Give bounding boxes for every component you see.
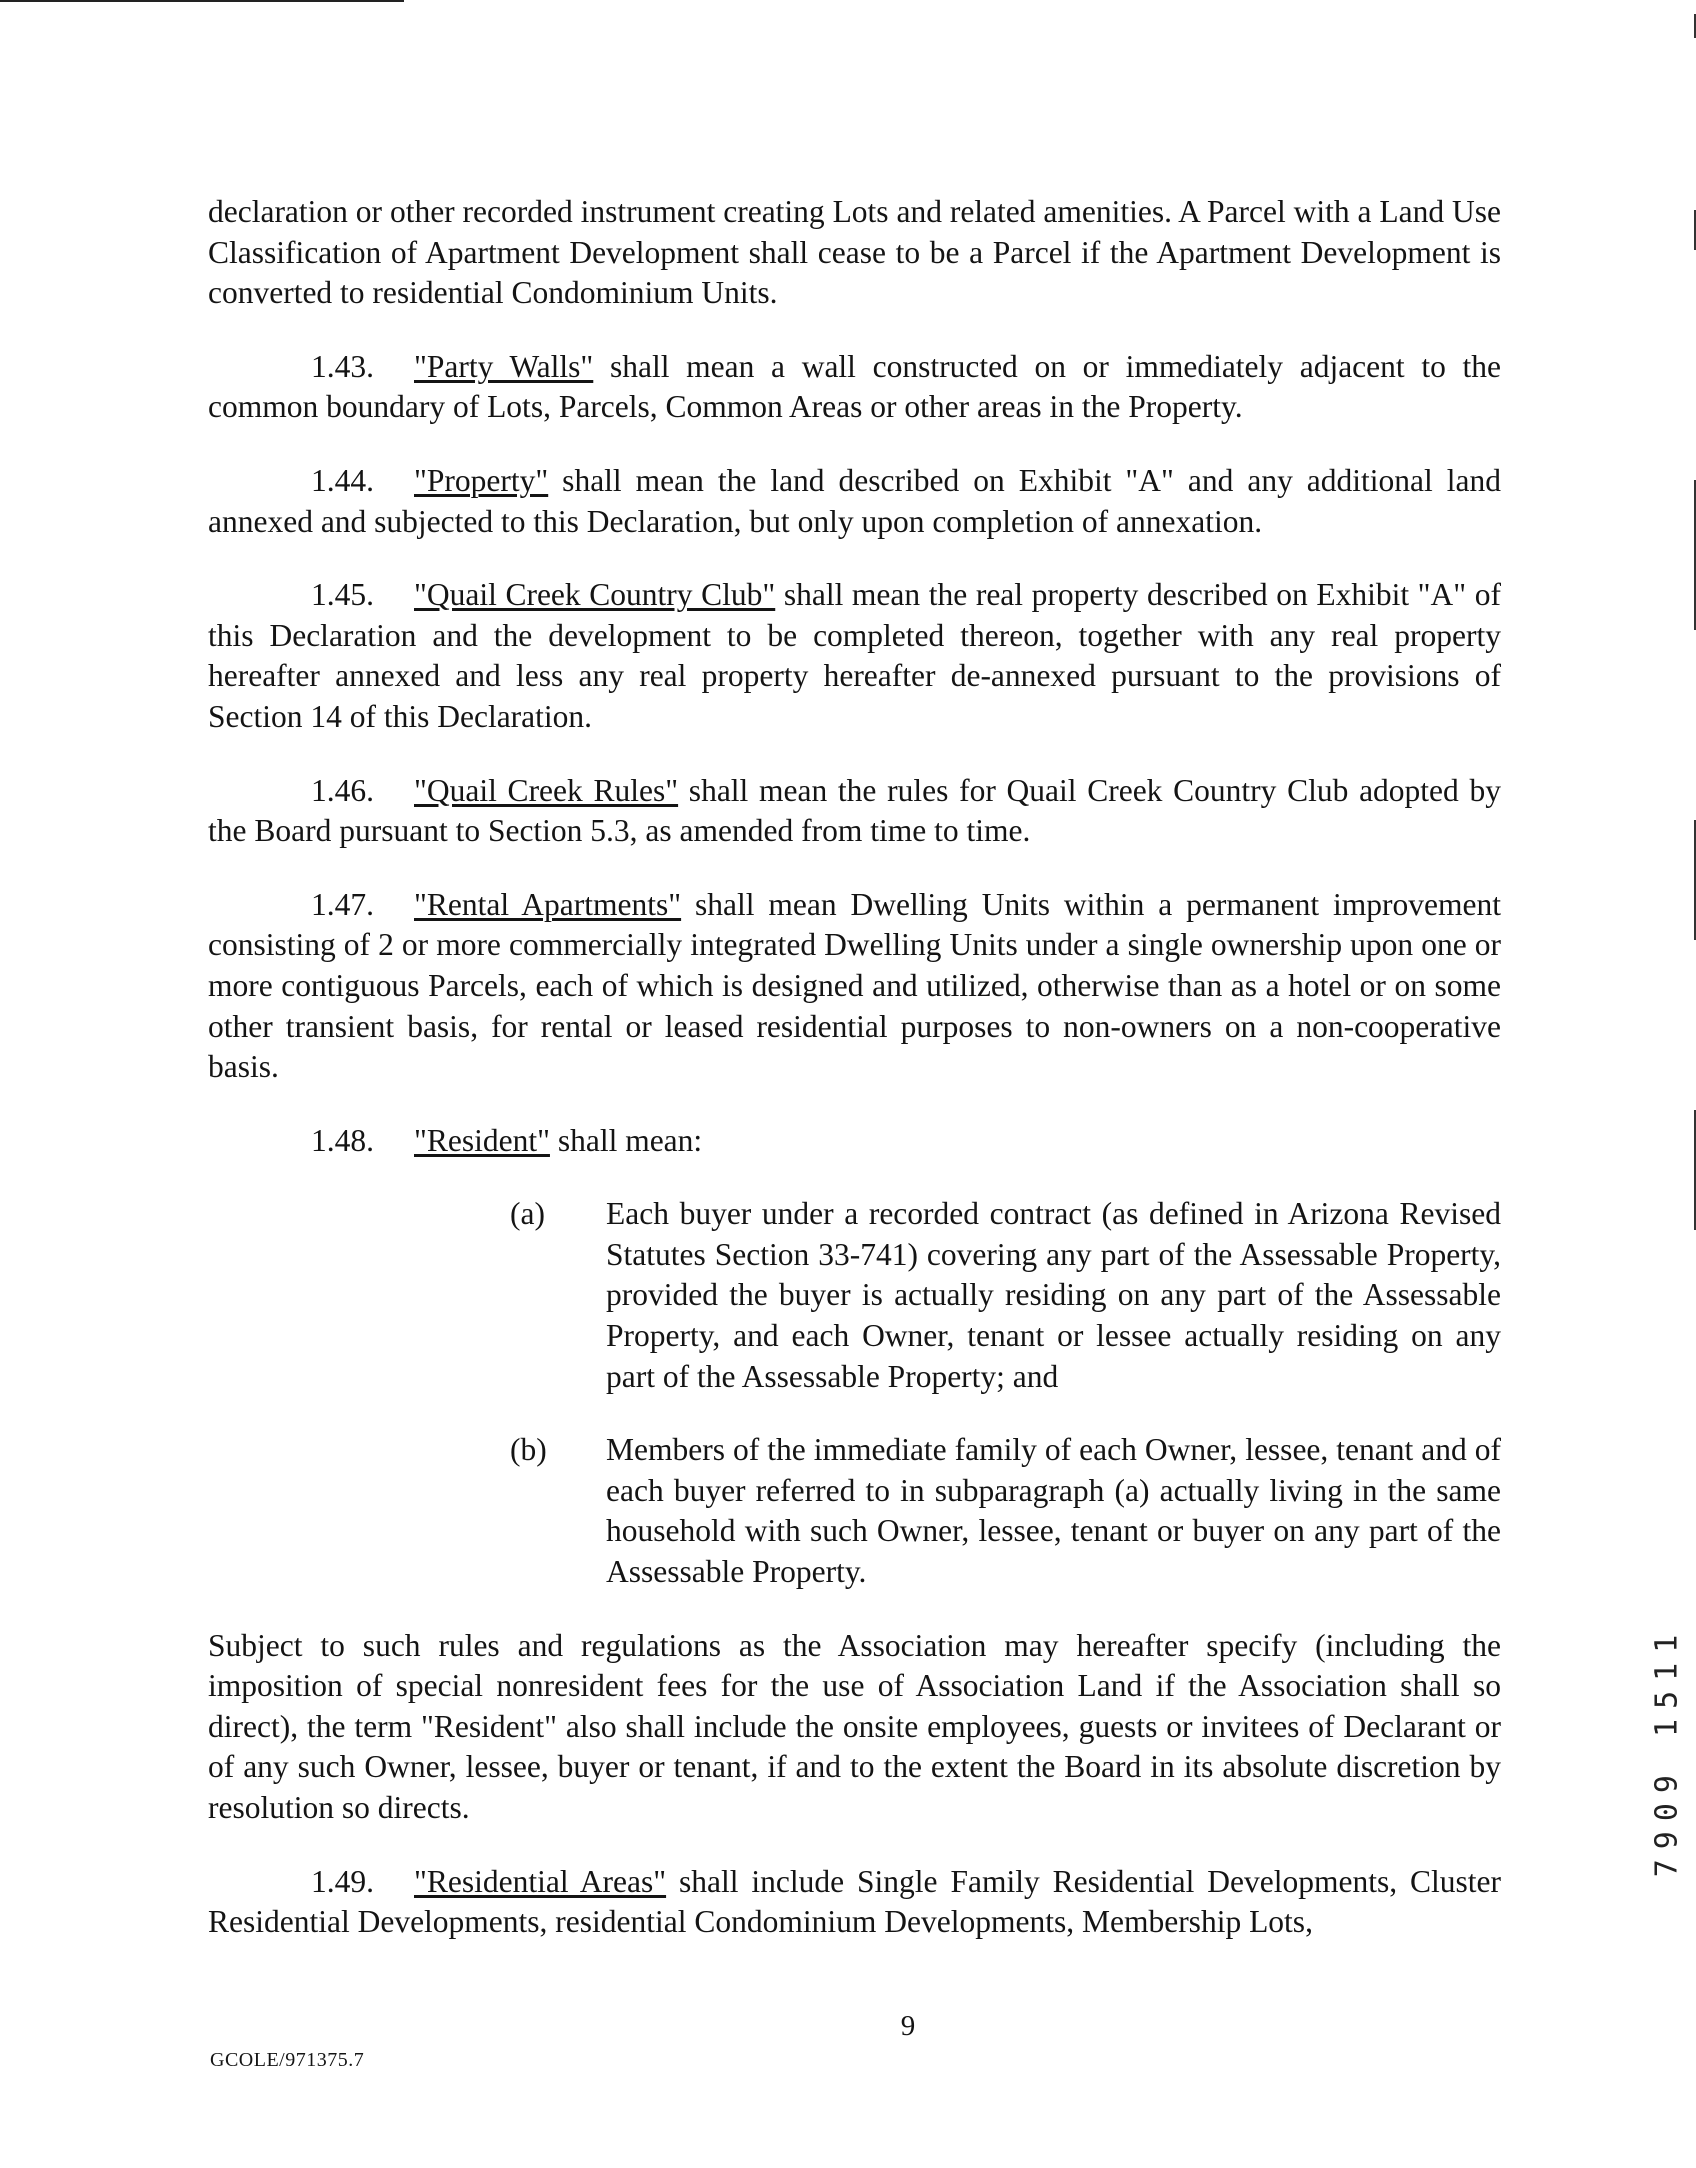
defined-term: "Quail Creek Country Club": [414, 577, 776, 613]
subparagraph-label: (a): [510, 1196, 545, 1232]
section-1-45: [208, 575, 1501, 737]
section-number: 1.46.: [311, 772, 374, 808]
page-number: 9: [900, 2010, 916, 2042]
subparagraph-text: Each buyer under a recorded contract (as defined in Arizona Revised Statutes Section 33-741) covering any part of the Assessable Property, provided the buyer is actually residing on any part of the Assessable Property, and each Owner, tenant or lessee actually residing on any part of the Assessable Property; and: [606, 1196, 1501, 1394]
defined-term: "Property": [414, 462, 549, 498]
recording-stamp: [1649, 1578, 1685, 1923]
section-text: shall mean the rules for Quail Creek Country Club adopted by the Board pursuant to Section 5.3, as amended from time to time.: [208, 772, 1501, 849]
section-1-47: [208, 885, 1501, 1088]
section-number: 1.44.: [311, 462, 374, 498]
section-1-44: [208, 461, 1501, 542]
document-id: GCOLE/971375.7: [210, 2049, 365, 2071]
section-text: shall mean:: [549, 1122, 703, 1158]
scan-top-border: [0, 0, 404, 2]
document-body: [208, 192, 1501, 1943]
section-1-48: [208, 1121, 1501, 1162]
section-text: shall mean the real property described on Exhibit "A" of this Declaration and the development to be completed thereon, together with any real property hereafter annexed and less any real property hereafter de-annexed pursuant to the provisions of Section 14 of this Declaration.: [208, 577, 1501, 734]
defined-term: "Party Walls": [414, 348, 594, 384]
section-text: shall mean a wall constructed on or immediately adjacent to the common boundary of Lots, Parcels, Common Areas or other areas in the Property.: [208, 348, 1501, 425]
section-text: shall mean Dwelling Units within a permanent improvement consisting of 2 or more commercially integrated Dwelling Units under a single ownership upon one or more contiguous Parcels, each of which is designed and utilized, otherwise than as a hotel or on some other transient basis, for rental or leased residential purposes to non-owners on a non-cooperative basis.: [208, 886, 1501, 1085]
section-text: shall include Single Family Residential Developments, Cluster Residential Developments, residential Condominium Developments, Membership Lots,: [208, 1863, 1501, 1940]
defined-term: "Resident": [414, 1122, 550, 1158]
section-number: 1.45.: [311, 577, 374, 613]
section-1-49: [208, 1862, 1501, 1943]
section-text: shall mean the land described on Exhibit "A" and any additional land annexed and subjected to this Declaration, but only upon completion of annexation.: [208, 462, 1501, 539]
recording-stamp-number: 7909 1511: [1649, 1624, 1685, 1877]
subparagraph-a: [208, 1194, 1501, 1397]
subparagraph-label: (b): [510, 1432, 547, 1468]
resident-continuation-paragraph: Subject to such rules and regulations as the Association may hereafter specify (including the imposition of special nonresident fees for the use of Association Land if the Association shall so direct), the term "Resident" also shall include the onsite employees, guests or invitees of Declarant or of any such Owner, lessee, buyer or tenant, if and to the extent the Board in its absolute discretion by resolution so directs.: [208, 1627, 1501, 1825]
section-number: 1.48.: [311, 1122, 374, 1158]
subparagraph-text: Members of the immediate family of each Owner, lessee, tenant and of each buyer referred to in subparagraph (a) actually living in the same household with such Owner, lessee, tenant or buyer on any part of the Assessable Property.: [606, 1432, 1501, 1590]
section-1-43: [208, 347, 1501, 428]
intro-paragraph: declaration or other recorded instrument creating Lots and related amenities. A Parcel with a Land Use Classification of Apartment Development shall cease to be a Parcel if the Apartment Development is converted to residential Condominium Units.: [208, 194, 1501, 311]
section-number: 1.43.: [311, 348, 374, 384]
defined-term: "Quail Creek Rules": [414, 772, 679, 808]
section-number: 1.49.: [311, 1863, 374, 1899]
section-number: 1.47.: [311, 886, 374, 922]
subparagraph-b: [208, 1430, 1501, 1592]
defined-term: "Rental Apartments": [414, 886, 682, 922]
defined-term: "Residential Areas": [414, 1863, 667, 1899]
section-1-46: [208, 771, 1501, 852]
